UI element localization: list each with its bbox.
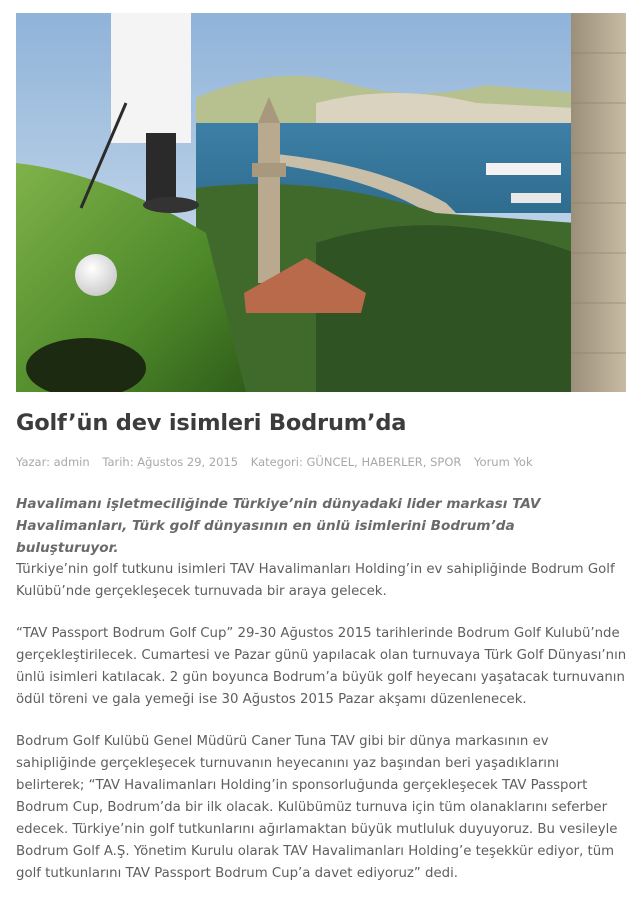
article-paragraph: Bodrum Golf Kulübü Genel Müdürü Caner Tuna TAV gibi bir dünya markasının ev sahipliğinde gerçekleşecek turnuvanın heyecanını yaz başından beri yaşadıklarını belirterek; “TAV Havalimanları Holding’in sponsorluğunda gerçekleşecek TAV Passport Bodrum Cup, Bodrum’da bir ilk olacak. Kulübümüz turnuva için tüm olanaklarını seferber edecek. Türkiye’nin golf tutkunlarını ağırlamaktan büyük mutluluk duyuyoruz. Bu vesileyle Bodrum Golf A.Ş. Yönetim Kurulu olarak TAV Havalimanları Holding’e teşekkür ediyor, tüm golf tutkunlarını TAV Passport Bodrum Cup’a davet ediyoruz” dedi.	[16, 734, 618, 881]
hero-collage	[16, 13, 626, 392]
article-paragraph: Türkiye’nin golf tutkunu isimleri TAV Havalimanları Holding’in ev sahipliğinde Bodrum Golf Kulübü’nde gerçekleşecek turnuvada bir araya gelecek.	[16, 562, 615, 599]
meta-category[interactable]: Kategori: GÜNCEL, HABERLER, SPOR	[250, 455, 462, 469]
article-title: Golf’ün dev isimleri Bodrum’da	[16, 410, 407, 436]
article-featured-image	[16, 13, 626, 392]
article-lead: Havalimanı işletmeciliğinde Türkiye’nin dünyadaki lider markası TAV Havalimanları, Türk golf dünyasının en ünlü isimlerini Bodrum’da buluşturuyor.	[16, 496, 541, 556]
article-paragraph: “TAV Passport Bodrum Golf Cup” 29-30 Ağustos 2015 tarihlerinde Bodrum Golf Kulubü’nde gerçekleştirilecek. Cumartesi ve Pazar günü yapılacak olan turnuvaya Türk Golf Dünyası’nın ünlü isimleri katılacak. 2 gün boyunca Bodrum’a büyük golf heyecanı yaşatacak turnuvanın ödül töreni ve gala yemeği ise 30 Ağustos 2015 Pazar akşamı düzenlenecek.	[16, 626, 627, 707]
meta-comments[interactable]: Yorum Yok	[474, 455, 533, 469]
article-meta	[16, 455, 542, 469]
meta-date: Tarih: Ağustos 29, 2015	[102, 455, 239, 469]
meta-author[interactable]: Yazar: admin	[16, 455, 90, 469]
